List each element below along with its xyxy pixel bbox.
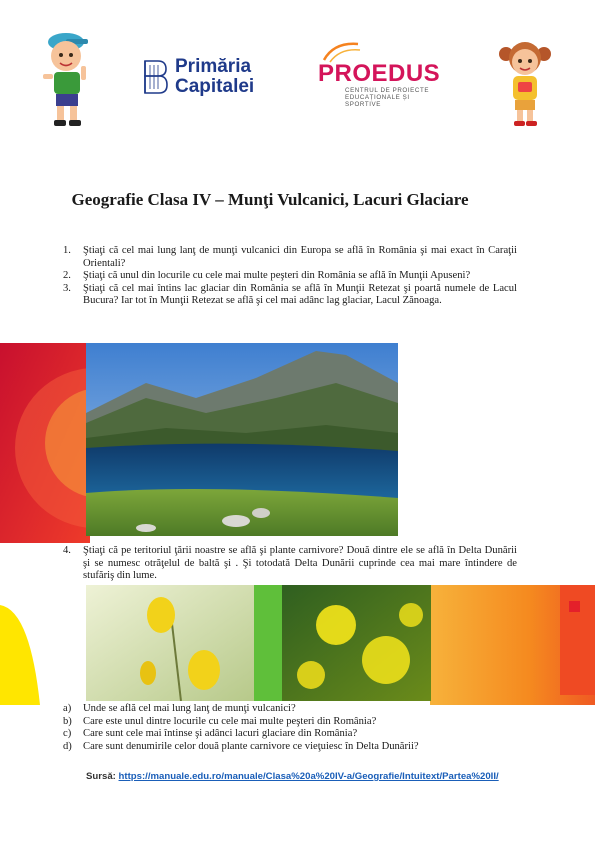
item-letter: d) <box>63 740 72 752</box>
item-text: Care sunt cele mai întinse şi adânci lacuri glaciare din România? <box>83 728 358 739</box>
carnivorous-plants-photo <box>86 585 431 701</box>
questions-list <box>63 703 523 753</box>
item-letter: c) <box>63 728 72 739</box>
facts-list-top <box>63 245 517 308</box>
item-number: 4. <box>63 545 71 556</box>
item-text: Ştiaţi că unul din locurile cu cele mai multe peşteri din România se află în Munţii Apuseni? <box>83 270 471 282</box>
logo-pc-line2: Capitalei <box>175 76 255 97</box>
item-number: 2. <box>63 270 71 282</box>
item-letter: a) <box>63 703 72 714</box>
primaria-capitalei-logo <box>142 55 272 99</box>
glacial-lake-photo <box>86 343 398 536</box>
item-text: Care este unul dintre locurile cu cele mai multe peşteri din România? <box>83 715 377 727</box>
source-citation <box>86 771 499 782</box>
source-link[interactable]: https://manuale.edu.ro/manuale/Clasa%20a%20IV-a/Geografie/Intuitext/Partea%20II/ <box>118 771 499 782</box>
list-item <box>63 283 517 308</box>
decorative-red-band <box>0 343 90 543</box>
proedus-subtitle-line1: CENTRUL DE PROIECTE <box>345 87 430 94</box>
item-text: Unde se află cel mai lung lanţ de munţi vulcanici? <box>83 703 296 714</box>
item-text: Ştiaţi că pe teritoriul ţării noastre se află şi plante carnivore? Două dintre ele se află în Delta Dunării şi se numesc otrăţelul de baltă şi . Şi totodată Delta Dunării cuprinde cea mai mare întindere de stufăriş din lume. <box>83 545 517 582</box>
list-item <box>63 245 517 270</box>
proedus-subtitle-line2: EDUCAȚIONALE ȘI SPORTIVE <box>345 94 410 108</box>
list-item <box>63 741 523 754</box>
item-number: 1. <box>63 245 71 256</box>
item-text: Ştiaţi că cel mai întins lac glaciar din România se află în Munţii Retezat şi poartă numele de Lacul Bucura? Iar tot în Munţii Retezat se află şi cel mai adânc lag glaciar, Lacul Zănoaga. <box>83 282 517 307</box>
item-text: Care sunt denumirile celor două plante carnivore ce vieţuiesc în Delta Dunării? <box>83 740 419 752</box>
list-item <box>63 545 517 583</box>
cartoon-boy-illustration <box>38 26 96 130</box>
proedus-logo <box>318 40 443 108</box>
proedus-brand-text: PROEDUS <box>318 60 441 87</box>
list-item <box>63 716 523 729</box>
item-text: Ştiaţi că cel mai lung lanţ de munţi vulcanici din Europa se află în România şi mai exact în Caraţii Orientali? <box>83 245 517 269</box>
logo-pc-line1: Primăria <box>175 56 252 77</box>
item-letter: b) <box>63 715 72 727</box>
facts-list-bottom <box>63 545 517 583</box>
primaria-emblem-icon <box>142 59 168 95</box>
cartoon-girl-illustration <box>496 36 554 128</box>
source-label: Sursă: <box>86 771 119 782</box>
item-number: 3. <box>63 282 71 294</box>
page-title: Geografie Clasa IV – Munţi Vulcanici, Lacuri Glaciare <box>71 190 469 209</box>
list-item <box>63 270 517 283</box>
list-item <box>63 728 523 741</box>
list-item <box>63 703 523 716</box>
